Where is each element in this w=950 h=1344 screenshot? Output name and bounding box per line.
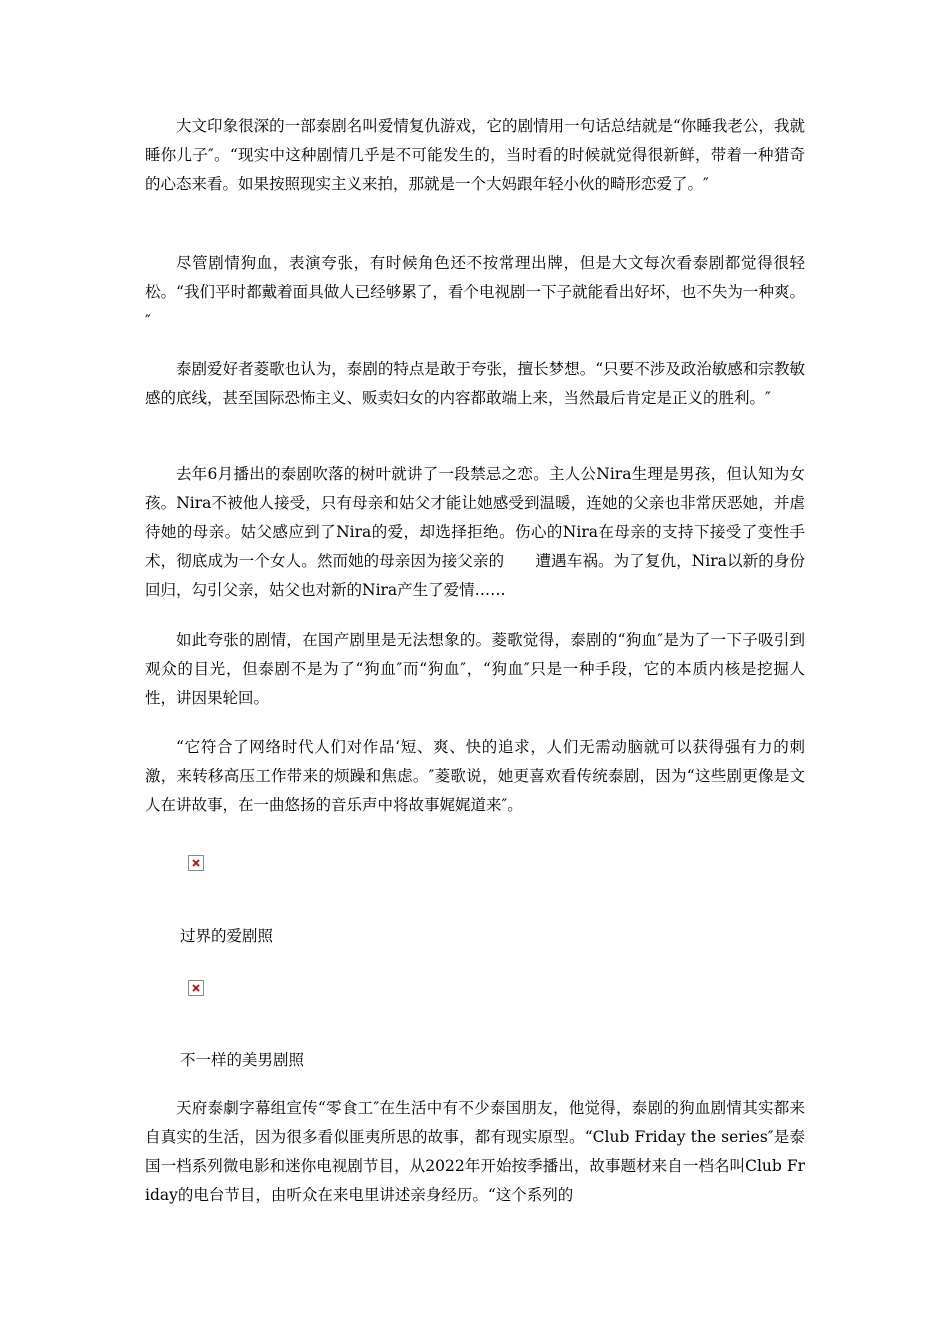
- paragraph-2: 尽管剧情狗血，表演夸张，有时候角色还不按常理出牌，但是大文每次看泰剧都觉得很轻松。“我们平时都戴着面具做人已经够累了，看个电视剧一下子就能看出好坏，也不失为一种爽。″: [145, 254, 805, 330]
- paragraph-1: 大文印象很深的一部泰剧名叫爱情复仇游戏，它的剧情用一句话总结就是“你睡我老公，我就睡你儿子″。“现实中这种剧情几乎是不可能发生的，当时看的时候就觉得很新鲜，带着一种猎奇的心态来看。如果按照现实主义来拍，那就是一个大妈跟年轻小伙的畸形恋爱了。″: [145, 117, 805, 193]
- image-caption-2: 不一样的美男剧照: [180, 1051, 305, 1069]
- paragraph-5: 如此夸张的剧情，在国产剧里是无法想象的。菱歌觉得，泰剧的“狗血″是为了一下子吸引到观众的目光，但泰剧不是为了“狗血″而“狗血″，“狗血″只是一种手段，它的本质内核是挖掘人性，讲因果轮回。: [145, 631, 805, 707]
- paragraph-3: 泰剧爱好者菱歌也认为，泰剧的特点是敢于夸张，擅长梦想。“只要不涉及政治敏感和宗教敏感的底线，甚至国际恐怖主义、贩卖妇女的内容都敢端上来，当然最后肯定是正义的胜利。″: [145, 360, 805, 407]
- image-caption-1: 过界的爱剧照: [180, 927, 274, 945]
- broken-image-icon: [188, 980, 204, 996]
- paragraph-6: “它符合了网络时代人们对作品‘短、爽、快的追求，人们无需动脑就可以获得强有力的刺激，来转移高压工作带来的烦躁和焦虑。″菱歌说，她更喜欢看传统泰剧，因为“这些剧更像是文人在讲故事，在一曲悠扬的音乐声中将故事娓娓道来″。: [145, 738, 805, 814]
- broken-image-icon: [188, 855, 204, 871]
- paragraph-4: 去年6月播出的泰剧吹落的树叶就讲了一段禁忌之恋。主人公Nira生理是男孩，但认知为女孩。Nira不被他人接受，只有母亲和姑父才能让她感受到温暖，连她的父亲也非常厌恶她，并虐待她的母亲。姑父感应到了Nira的爱，却选择拒绝。伤心的Nira在母亲的支持下接受了变性手术，彻底成为一个女人。然而她的母亲因为接父亲的 遭遇车祸。为了复仇，Nira以新的身份回归，勾引父亲，姑父也对新的Nira产生了爱情……: [145, 465, 805, 599]
- paragraph-7: 天府泰劇字幕组宣传“零食工″在生活中有不少泰国朋友，他觉得，泰剧的狗血剧情其实都来自真实的生活，因为很多看似匪夷所思的故事，都有现实原型。“Club Friday the series″是泰国一档系列微电影和迷你电视剧节目，从2022年开始按季播出，故事题材来自一档名叫Club Friday的电台节目，由听众在来电里讲述亲身经历。“这个系列的: [145, 1099, 805, 1204]
